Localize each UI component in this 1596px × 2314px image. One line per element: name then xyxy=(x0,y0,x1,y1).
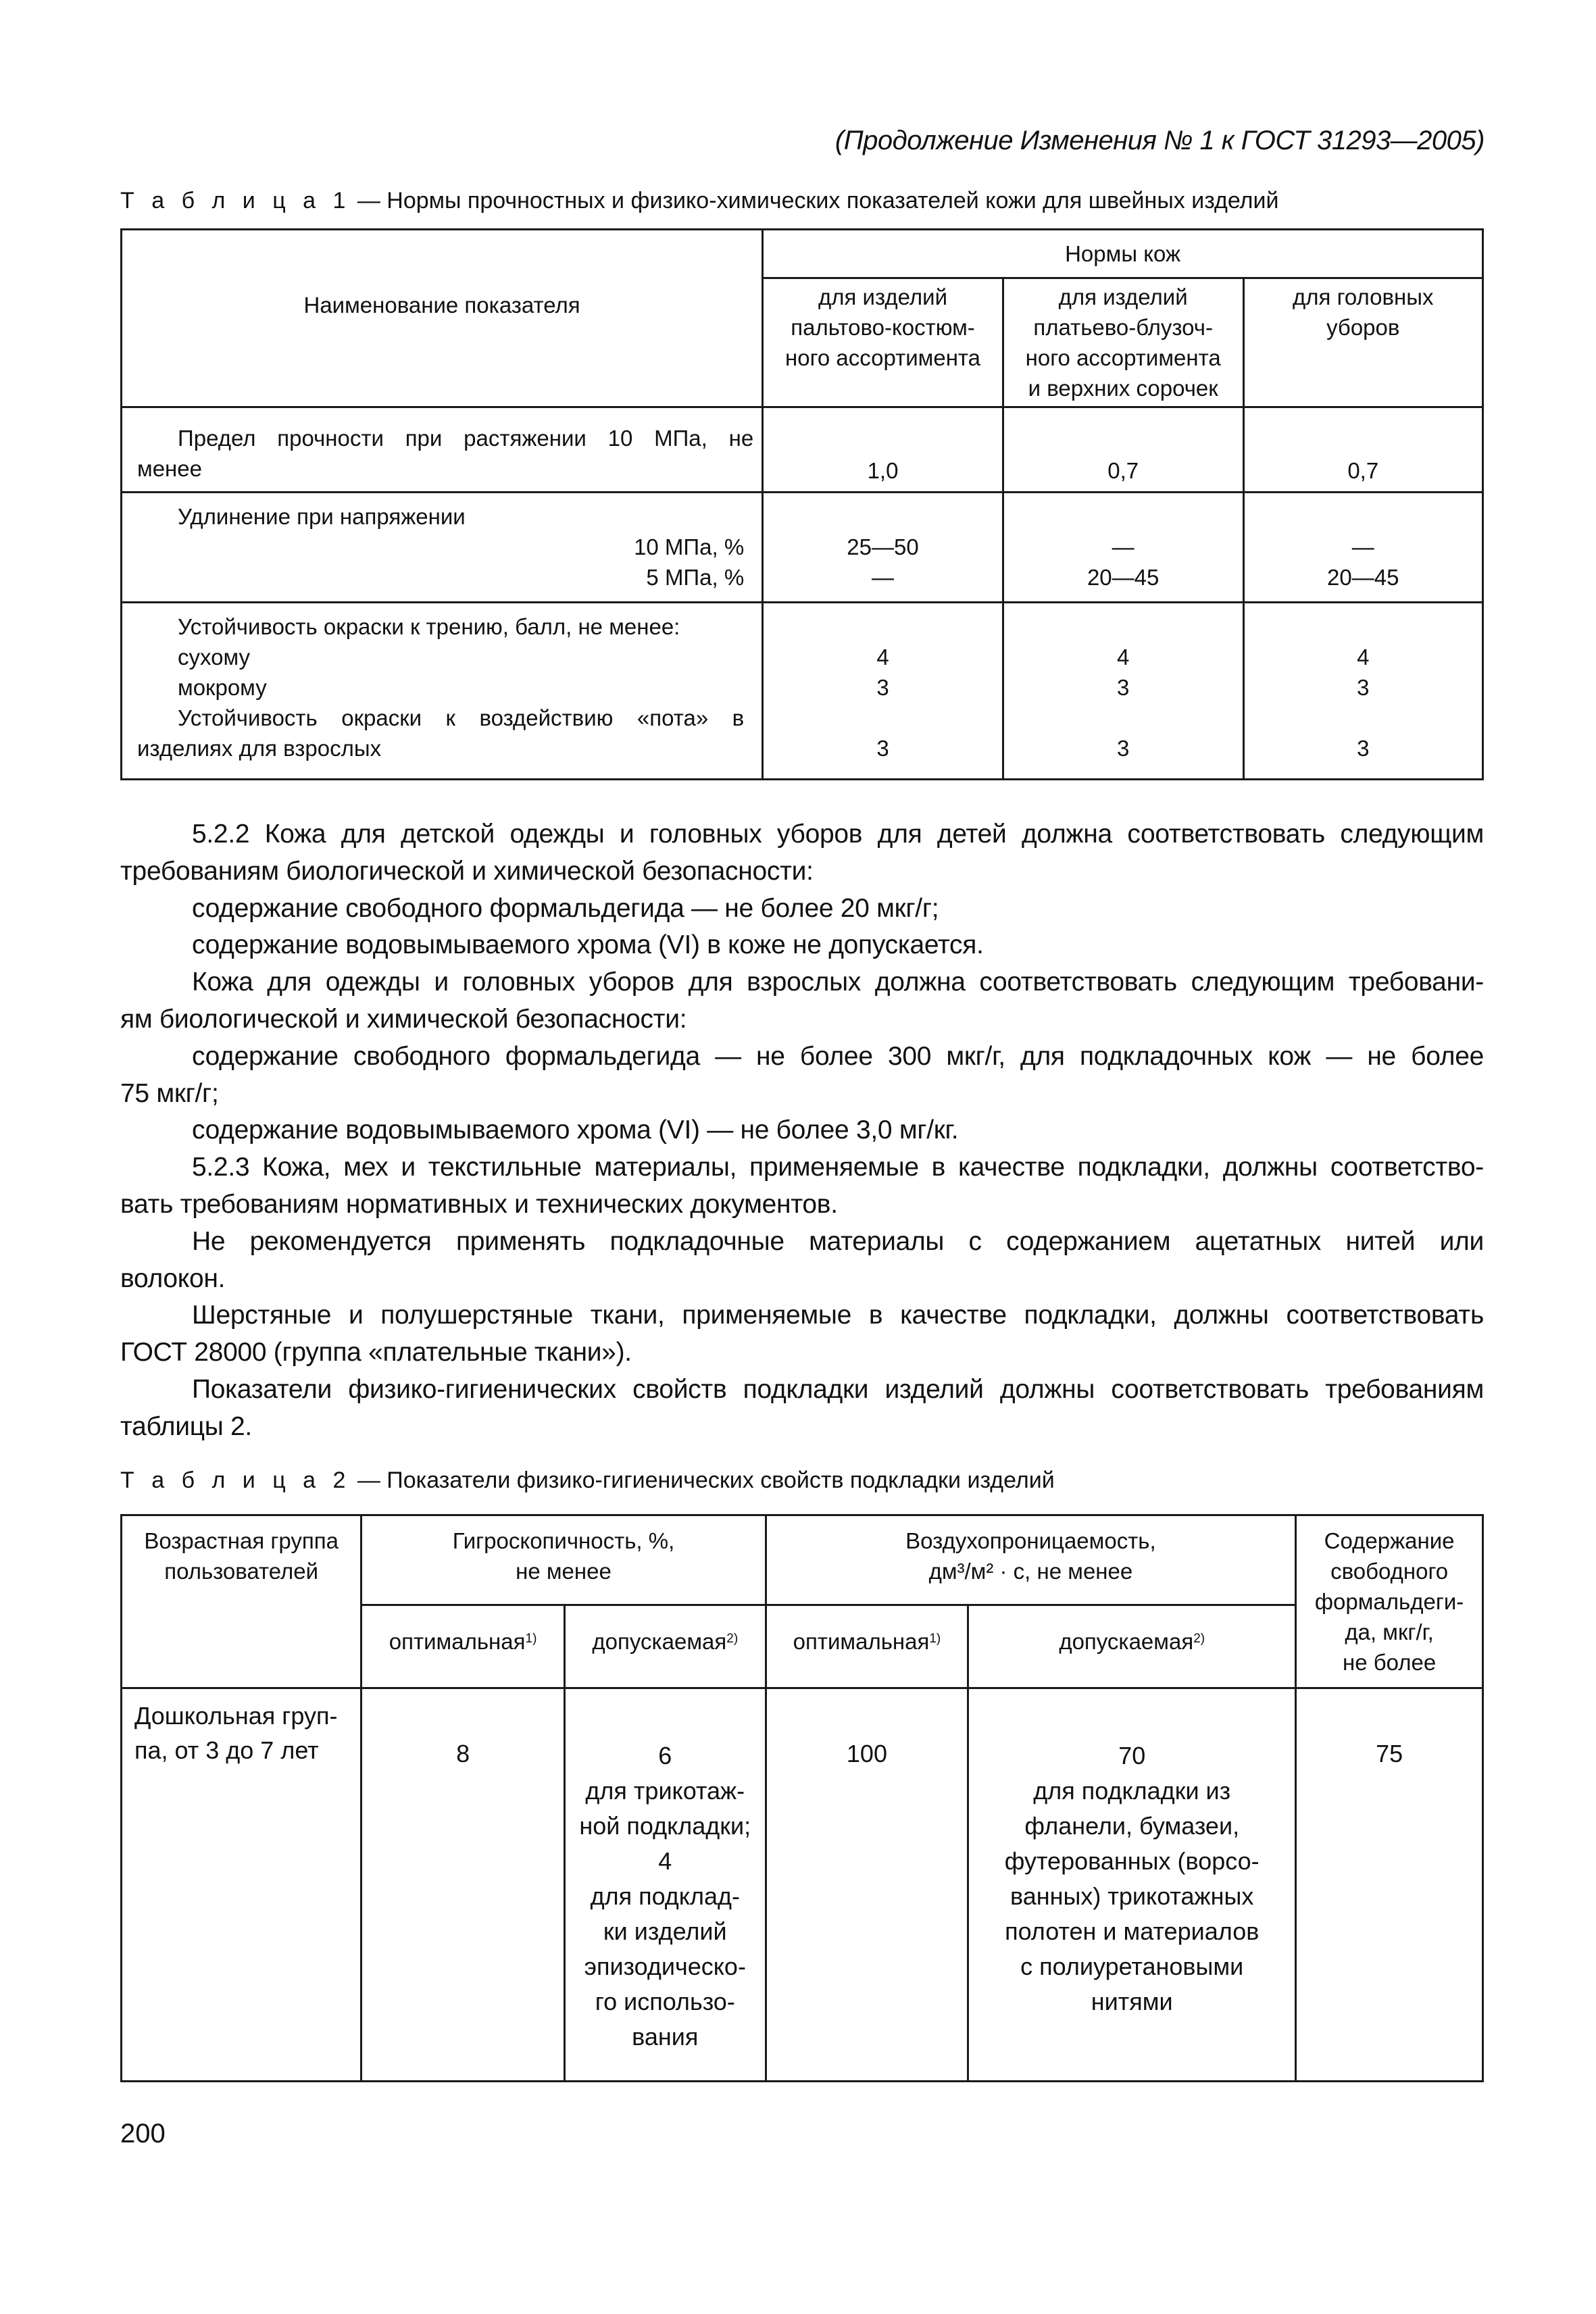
table1-row-fastness: Устойчивость окраски к трению, балл, не менее: сухому мокрому Устойчивость окраски к воздействию «пота» в изделиях для взрослых 4 3 3 4 3 3 4 3 3 xyxy=(122,603,1483,780)
para-chrome-adults: содержание водовымываемого хрома (VI) — не более 3,0 мг/кг. xyxy=(192,1115,959,1145)
para-5-2-2: 5.2.2 Кожа для детской одежды и головных уборов для детей должна соответствовать следующим xyxy=(192,820,1484,849)
table2-col-formaldehyde: Содержание свободного формальдеги- да, мкг/г, не более xyxy=(1296,1515,1483,1688)
para-5-2-3: 5.2.3 Кожа, мех и текстильные материалы, применяемые в качестве подкладки, должны соответство- xyxy=(192,1153,1484,1182)
table1-col-group: Нормы кож xyxy=(763,230,1483,278)
continuation-header: (Продолжение Изменения № 1 к ГОСТ 31293—2005) xyxy=(834,126,1485,155)
body-text: 5.2.2 Кожа для детской одежды и головных уборов для детей должна соответствовать следующим требованиям биологической и химической безопасности: содержание свободного формальдегида — не более 20 мкг/г; содержание водовымываемого хрома (VI) в коже не допускается. Кожа для одежды и головных уборов для взрослых должна соответствовать следующим требовани- ям биологической и химической безопасности: содержание свободного формальдегида — не более 300 мкг/г, для подкладочных кож — не более 75 мкг/г; содержание водовымываемого хрома (VI) — не более 3,0 мг/кг. 5.2.3 Кожа, мех и текстильные материалы, применяемые в качестве подкладки, должны соответство- вать требованиям нормативных и технических документов. Не рекомендуется применять подкладочные материалы с содержанием ацетатных нитей или волокон. Шерстяные и полушерстяные ткани, применяемые в качестве подкладки, должны соответствовать ГОСТ 28000 (группа «плательные ткани»). Показатели физико-гигиенических свойств подкладки изделий должны соответствовать требованиям таблицы 2. xyxy=(120,816,1484,1446)
table1-subcol-coats: для изделий пальтово-костюм- ного ассортимента xyxy=(763,278,1003,407)
table2-hygro-optimal: 8 xyxy=(361,1688,565,2082)
table1-subcol-dresses: для изделий платьево-блузоч- ного ассортимента и верхних сорочек xyxy=(1003,278,1243,407)
para-acetate: Не рекомендуется применять подкладочные материалы с содержанием ацетатных нитей или xyxy=(192,1226,1484,1256)
page-number: 200 xyxy=(120,2119,166,2148)
table1 xyxy=(120,228,1484,780)
para-chrome-children: содержание водовымываемого хрома (VI) в коже не допускается. xyxy=(192,930,984,960)
table2-sub-air-optimal: оптимальная$^{1)}$ xyxy=(766,1605,968,1688)
table2 xyxy=(120,1514,1484,2082)
table1-col-name: Наименование показателя xyxy=(122,230,763,407)
footnote-1-ref: 1) xyxy=(929,1631,941,1646)
para-adults: Кожа для одежды и головных уборов для взрослых должна соответствовать следующим требовани- xyxy=(192,967,1484,997)
table2-formaldehyde-value: 75 xyxy=(1296,1688,1483,2082)
table2-air-allowed: 70 для подкладки из фланели, бумазеи, футерованных (ворсо- ванных) трикотажных полотен и материалов с полиуретановыми нитями xyxy=(968,1688,1296,2082)
table2-col-hygro: Гигроскопичность, %, не менее xyxy=(361,1515,766,1605)
table1-caption-text: — Нормы прочностных и физико-химических показателей кожи для швейных изделий xyxy=(351,188,1279,213)
table2-col-air: Воздухопроницаемость, дм³/м² · с, не менее xyxy=(766,1515,1296,1605)
table1-label: Т а б л и ц а 1 xyxy=(120,188,351,213)
para-table2-ref: Показатели физико-гигиенических свойств подкладки изделий должны соответствовать требованиям xyxy=(192,1374,1484,1404)
table1-row-strength: Предел прочности при растяжении 10 МПа, не менее 1,0 0,7 0,7 xyxy=(122,407,1483,493)
table2-age-group: Дошкольная груп- па, от 3 до 7 лет xyxy=(122,1688,361,2082)
table2-caption xyxy=(120,1467,1055,1494)
table1-subcol-hats: для головных уборов xyxy=(1243,278,1483,407)
footnote-1-ref: 1) xyxy=(525,1631,537,1646)
table2-caption-text: — Показатели физико-гигиенических свойств подкладки изделий xyxy=(351,1467,1055,1493)
table2-air-optimal: 100 xyxy=(766,1688,968,2082)
table2-col-age: Возрастная группа пользователей xyxy=(122,1515,361,1688)
table2-sub-hygro-allowed: допускаемая$^{2)}$ xyxy=(564,1605,766,1688)
table2-row-preschool xyxy=(122,1688,1483,2082)
footnote-2-ref: 2) xyxy=(726,1631,739,1646)
table2-sub-hygro-optimal: оптимальная$^{1)}$ xyxy=(361,1605,565,1688)
table1-row-elongation: Удлинение при напряжении 10 МПа, % 5 МПа, % 25—50 — — 20—45 — 20—45 xyxy=(122,493,1483,603)
para-formaldehyde-children: содержание свободного формальдегида — не более 20 мкг/г; xyxy=(192,893,939,923)
table2-label: Т а б л и ц а 2 xyxy=(120,1467,351,1493)
para-wool: Шерстяные и полушерстяные ткани, применяемые в качестве подкладки, должны соответствовать xyxy=(192,1301,1484,1330)
table2-hygro-allowed: 6 для трикотаж- ной подкладки; 4 для подклад- ки изделий эпизодическо- го использо- вания xyxy=(564,1688,766,2082)
para-formaldehyde-adults: содержание свободного формальдегида — не более 300 мкг/г, для подкладочных кож — не более xyxy=(192,1041,1484,1071)
footnote-2-ref: 2) xyxy=(1193,1631,1205,1646)
table1-caption xyxy=(120,188,1279,214)
table2-sub-air-allowed: допускаемая$^{2)}$ xyxy=(968,1605,1296,1688)
